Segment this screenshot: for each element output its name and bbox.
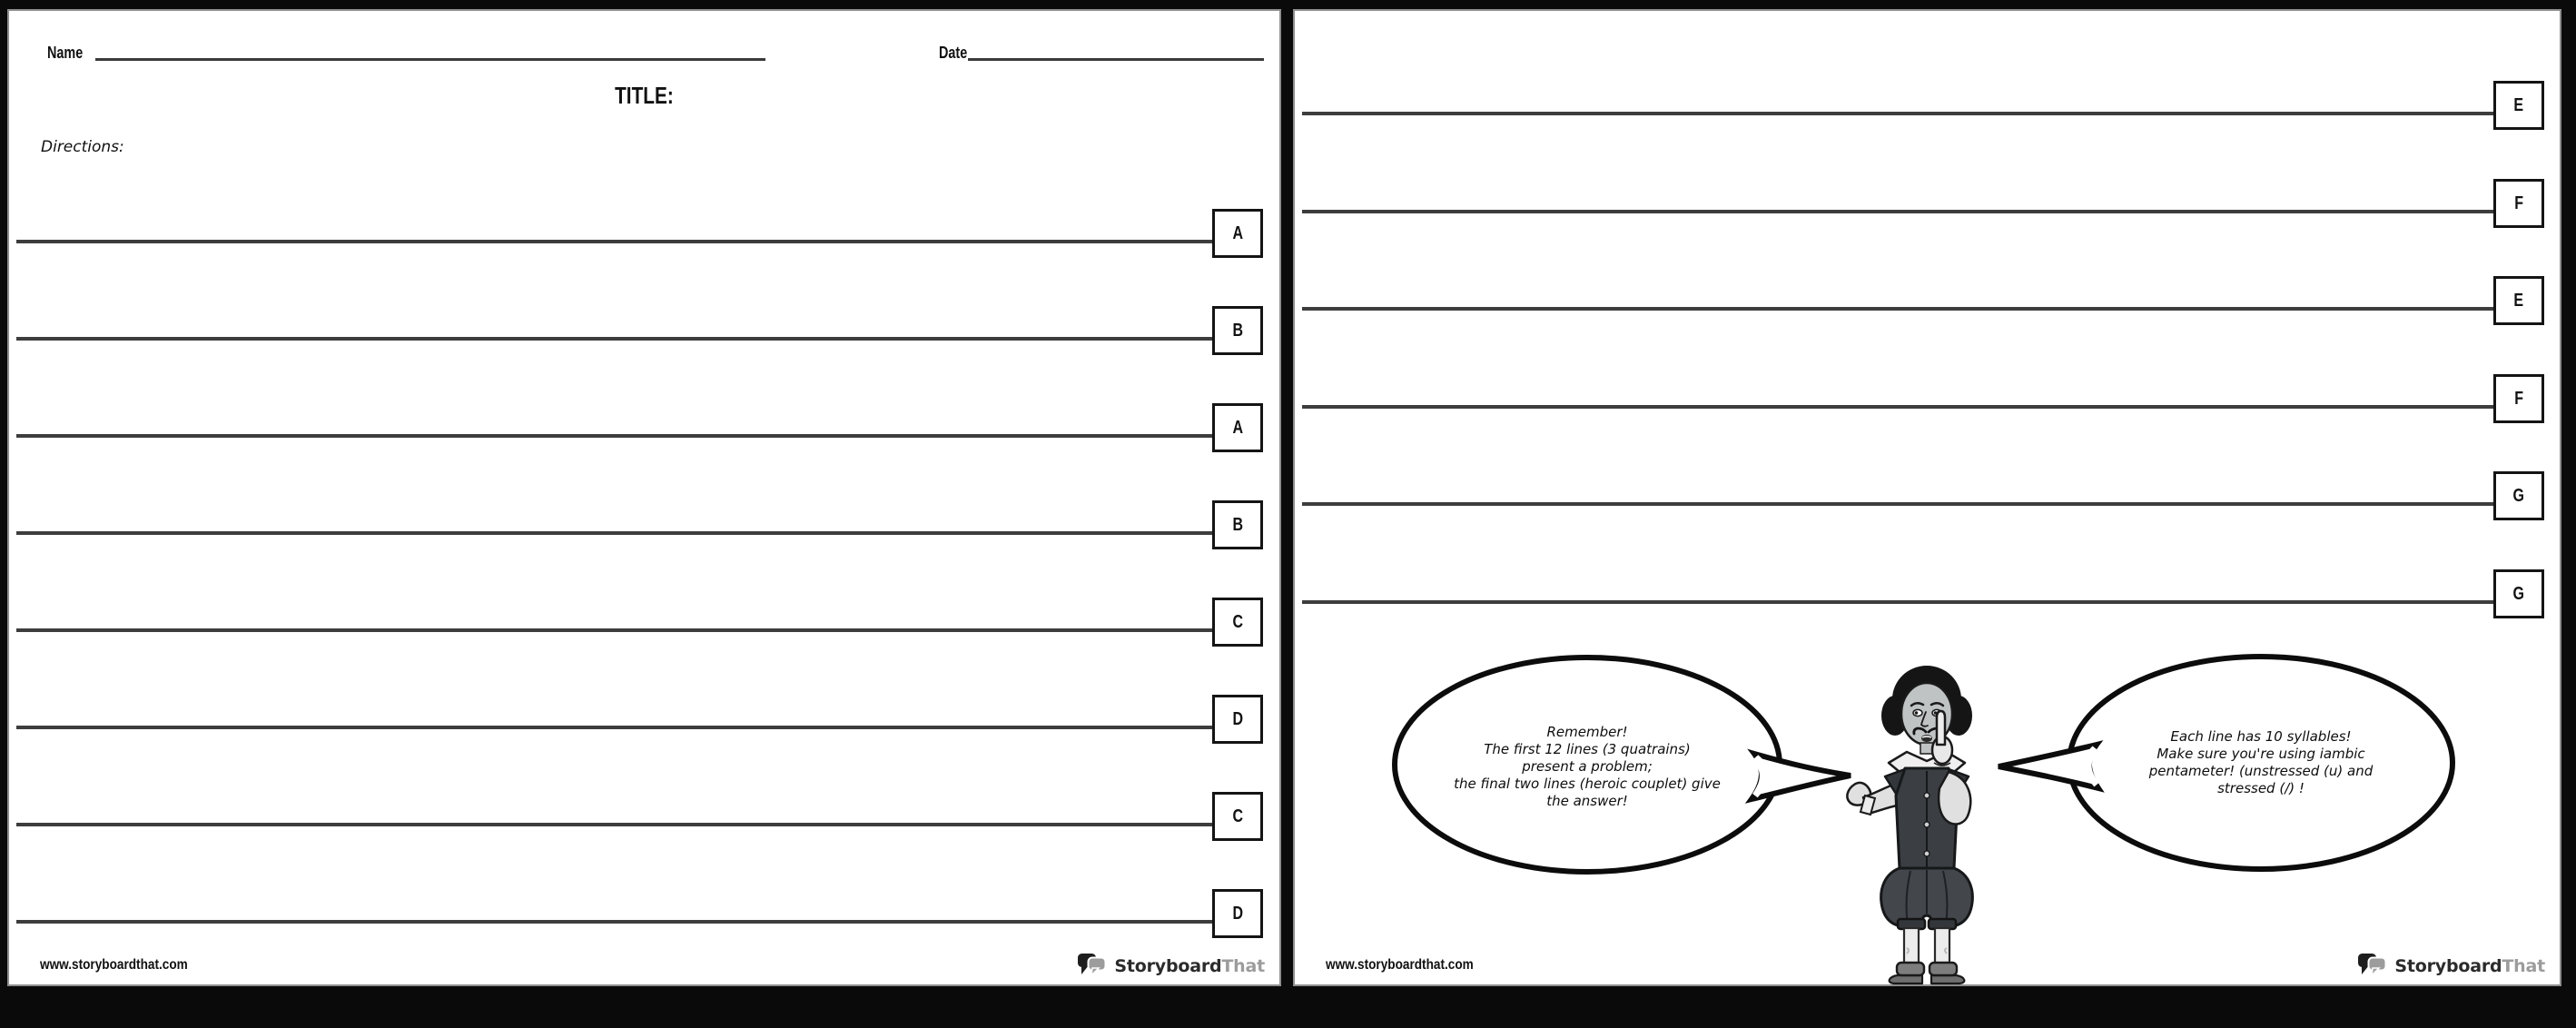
- speech-bubble-left-text: Remember! The first 12 lines (3 quatrains) present a problem; the final two lines (heroic couplet) give the answer!: [1454, 723, 1721, 809]
- rhyme-letter-box: D: [1212, 889, 1263, 938]
- page-title: TITLE:: [615, 82, 674, 109]
- directions-label: Directions:: [41, 138, 124, 156]
- rhyme-letter-box: F: [2493, 374, 2544, 423]
- sonnet-write-line: [1302, 112, 2493, 115]
- logo-wordmark: StoryboardThat: [1114, 955, 1265, 976]
- sonnet-write-line: [16, 531, 1212, 535]
- sonnet-write-line: [1302, 600, 2493, 604]
- footer-url: www.storyboardthat.com: [40, 957, 188, 973]
- rhyme-letter-box: G: [2493, 569, 2544, 618]
- rhyme-letter-box: C: [1212, 792, 1263, 841]
- shakespeare-head: [1881, 666, 1972, 754]
- rhyme-letter-box: E: [2493, 276, 2544, 325]
- sonnet-write-line: [1302, 210, 2493, 213]
- rhyme-letter-box: A: [1212, 403, 1263, 452]
- name-write-line: [95, 58, 765, 61]
- speech-bubble-right-text: Each line has 10 syllables! Make sure you're using iambic pentameter! (unstressed (u) and stressed (/) !: [2148, 728, 2374, 796]
- rhyme-letter-box: A: [1212, 209, 1263, 258]
- sonnet-write-line: [16, 628, 1212, 632]
- worksheet-page-right: [1293, 9, 2561, 986]
- sonnet-write-line: [16, 823, 1212, 826]
- sonnet-write-line: [1302, 307, 2493, 311]
- date-label: Date: [939, 44, 968, 62]
- rhyme-letter-box: C: [1212, 598, 1263, 647]
- sonnet-write-line: [16, 240, 1212, 243]
- speech-bubbles-logo-icon: [1077, 953, 1108, 979]
- rhyme-letter-box: D: [1212, 695, 1263, 744]
- sonnet-write-line: [1302, 502, 2493, 506]
- storyboardthat-logo: [1077, 953, 1265, 979]
- rhyme-letter-box: B: [1212, 500, 1263, 549]
- shakespeare-boots: [1890, 963, 1965, 984]
- worksheet-page-left: [7, 9, 1281, 986]
- sonnet-write-line: [16, 726, 1212, 729]
- rhyme-letter-box: F: [2493, 179, 2544, 228]
- logo-wordmark: StoryboardThat: [2394, 955, 2545, 976]
- date-write-line: [968, 58, 1264, 61]
- sonnet-write-line: [1302, 405, 2493, 409]
- sonnet-write-line: [16, 337, 1212, 341]
- shakespeare-illustration: [1838, 661, 2013, 986]
- storyboardthat-logo: [2357, 953, 2545, 979]
- rhyme-letter-box: B: [1212, 306, 1263, 355]
- rhyme-letter-box: G: [2493, 471, 2544, 520]
- rhyme-letter-box: E: [2493, 81, 2544, 130]
- name-label: Name: [47, 44, 84, 62]
- sonnet-write-line: [16, 434, 1212, 438]
- footer-url: www.storyboardthat.com: [1326, 957, 1474, 973]
- shakespeare-breeches: [1881, 868, 1973, 929]
- sonnet-write-line: [16, 920, 1212, 924]
- speech-bubbles-logo-icon: [2357, 953, 2388, 979]
